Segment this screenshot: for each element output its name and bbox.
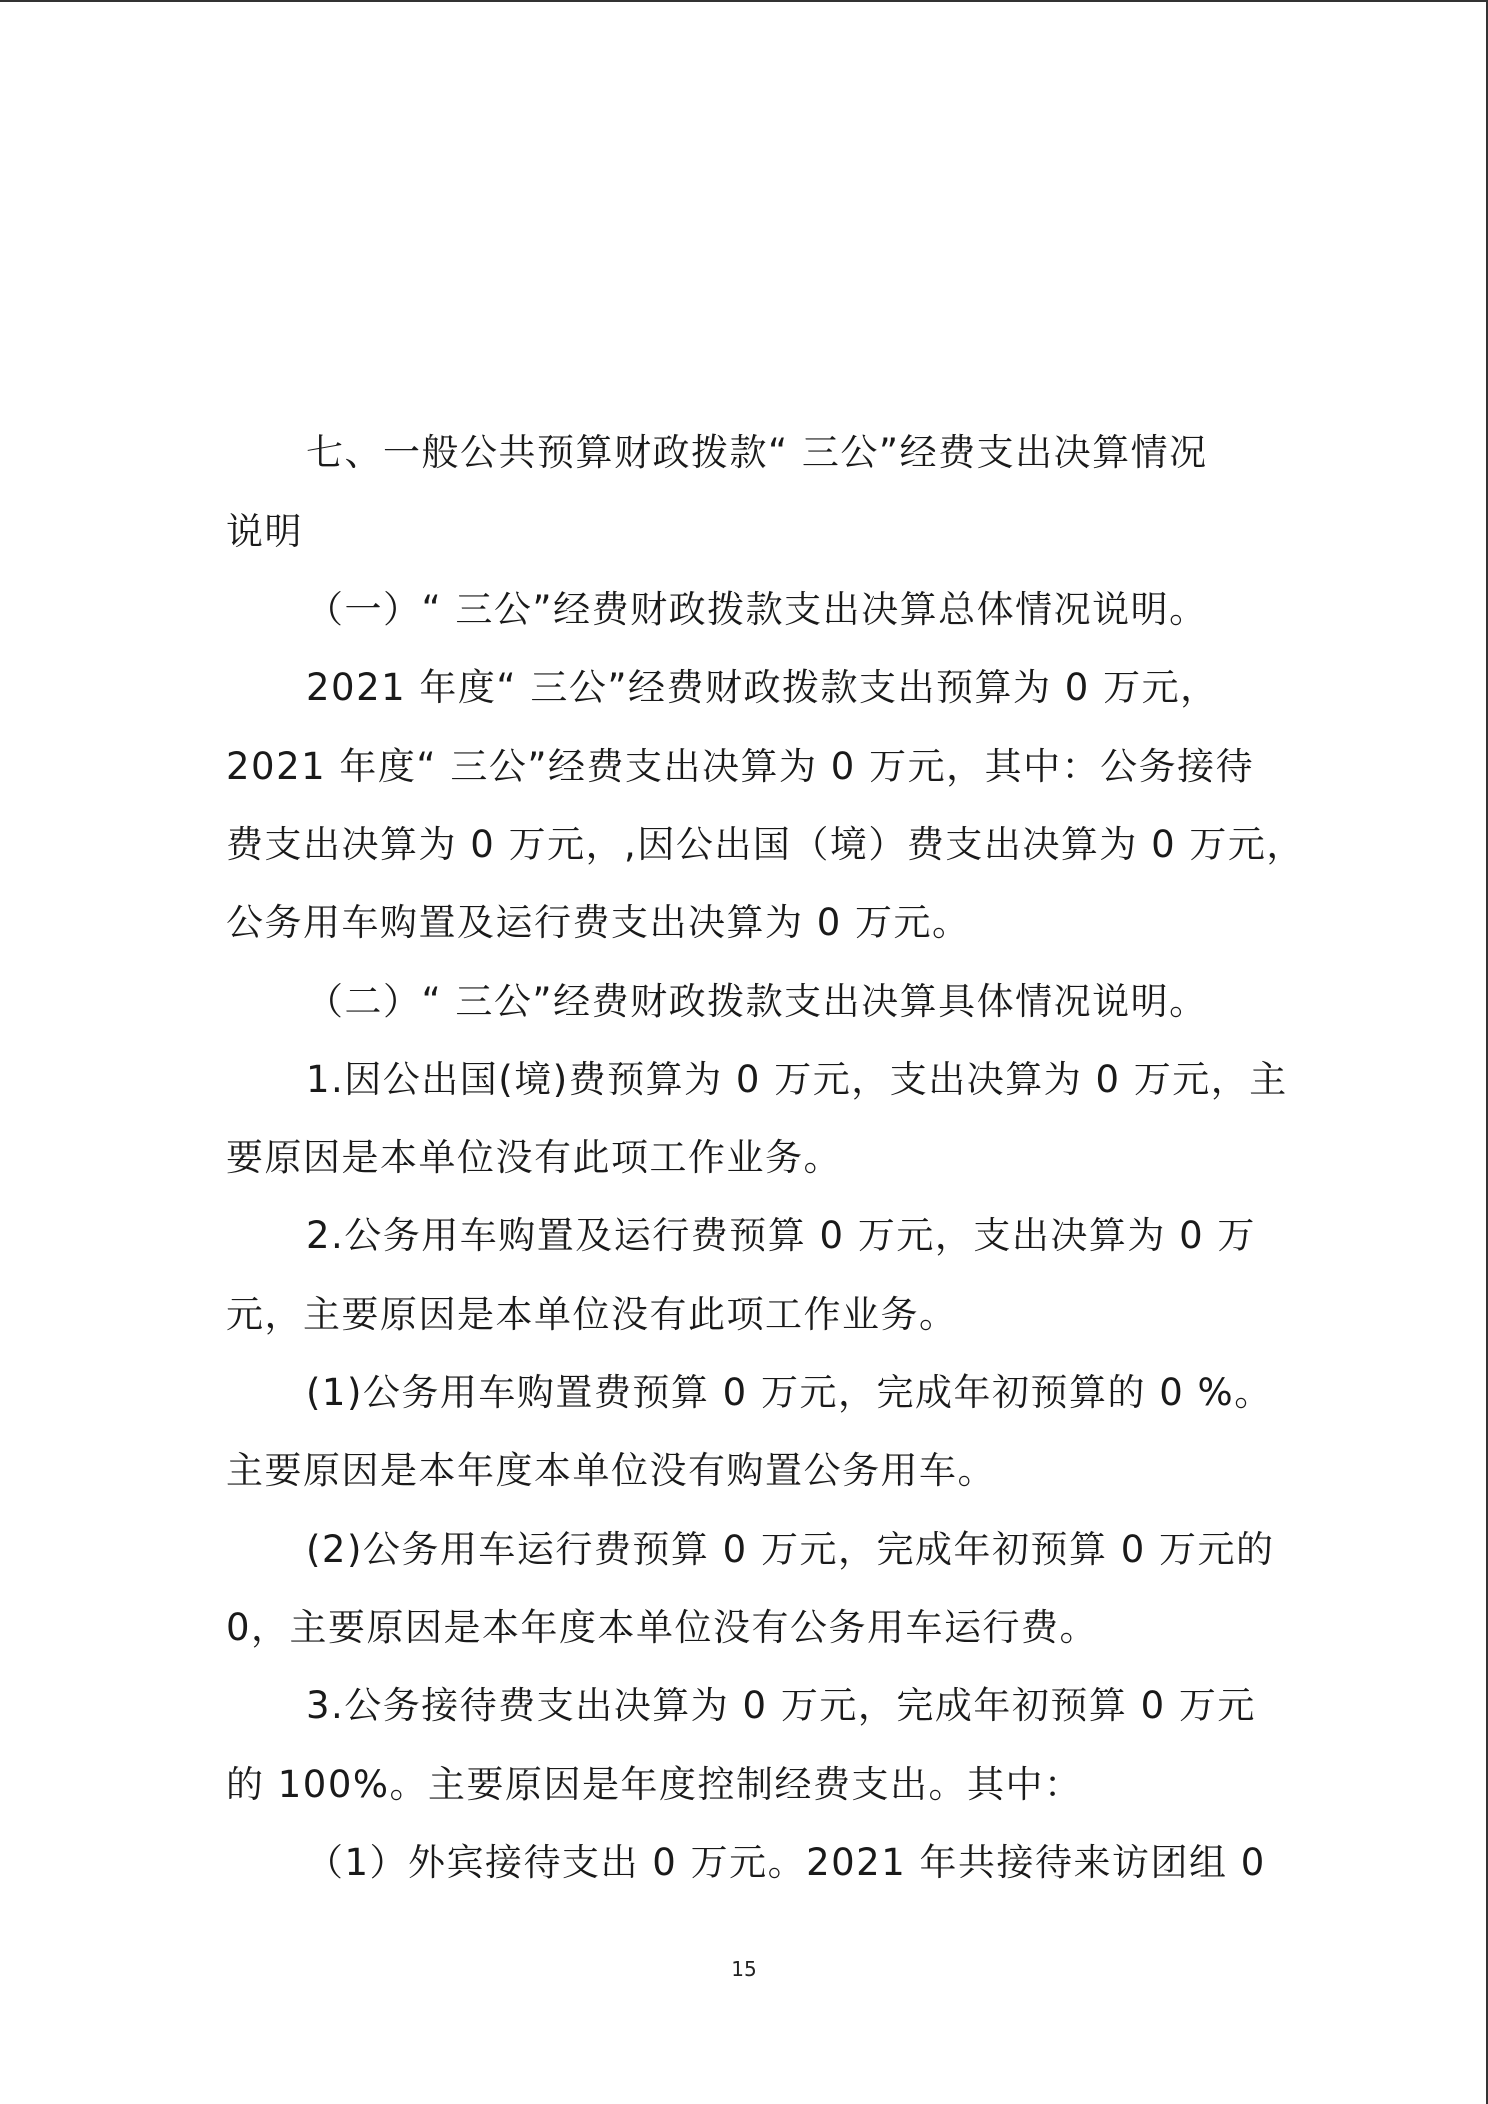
paragraph-line: 1.因公出国(境)费预算为 0 万元，支出决算为 0 万元，主	[306, 1058, 1288, 1101]
paragraph-line: (1)公务用车购置费预算 0 万元，完成年初预算的 0 %。	[306, 1371, 1273, 1414]
paragraph-line: （1）外宾接待支出 0 万元。2021 年共接待来访团组 0	[306, 1841, 1266, 1884]
section-heading-line-2: 说明	[226, 510, 303, 553]
paragraph-line: 0，主要原因是本年度本单位没有公务用车运行费。	[226, 1606, 1099, 1649]
paragraph-line: 2021 年度“ 三公”经费支出决算为 0 万元，其中：公务接待	[226, 745, 1255, 788]
paragraph-line: 公务用车购置及运行费支出决算为 0 万元。	[226, 901, 971, 944]
paragraph-line: 元，主要原因是本单位没有此项工作业务。	[226, 1293, 958, 1336]
paragraph-line: 费支出决算为 0 万元，,因公出国（境）费支出决算为 0 万元，	[226, 823, 1305, 866]
paragraph-line: (2)公务用车运行费预算 0 万元，完成年初预算 0 万元的	[306, 1528, 1275, 1571]
subsection-heading-1: （一）“ 三公”经费财政拨款支出决算总体情况说明。	[306, 588, 1208, 631]
paragraph-line: 主要原因是本年度本单位没有购置公务用车。	[226, 1449, 996, 1492]
paragraph-line: 要原因是本单位没有此项工作业务。	[226, 1136, 842, 1179]
section-heading-line-1: 七、一般公共预算财政拨款“ 三公”经费支出决算情况	[306, 431, 1208, 474]
page-number: 15	[731, 1957, 757, 1981]
paragraph-line: 2021 年度“ 三公”经费财政拨款支出预算为 0 万元，	[306, 666, 1219, 709]
paragraph-line: 3.公务接待费支出决算为 0 万元，完成年初预算 0 万元	[306, 1684, 1256, 1727]
subsection-heading-2: （二）“ 三公”经费财政拨款支出决算具体情况说明。	[306, 980, 1208, 1023]
paragraph-line: 的 100%。主要原因是年度控制经费支出。其中：	[226, 1763, 1083, 1806]
paragraph-line: 2.公务用车购置及运行费预算 0 万元，支出决算为 0 万	[306, 1214, 1256, 1257]
